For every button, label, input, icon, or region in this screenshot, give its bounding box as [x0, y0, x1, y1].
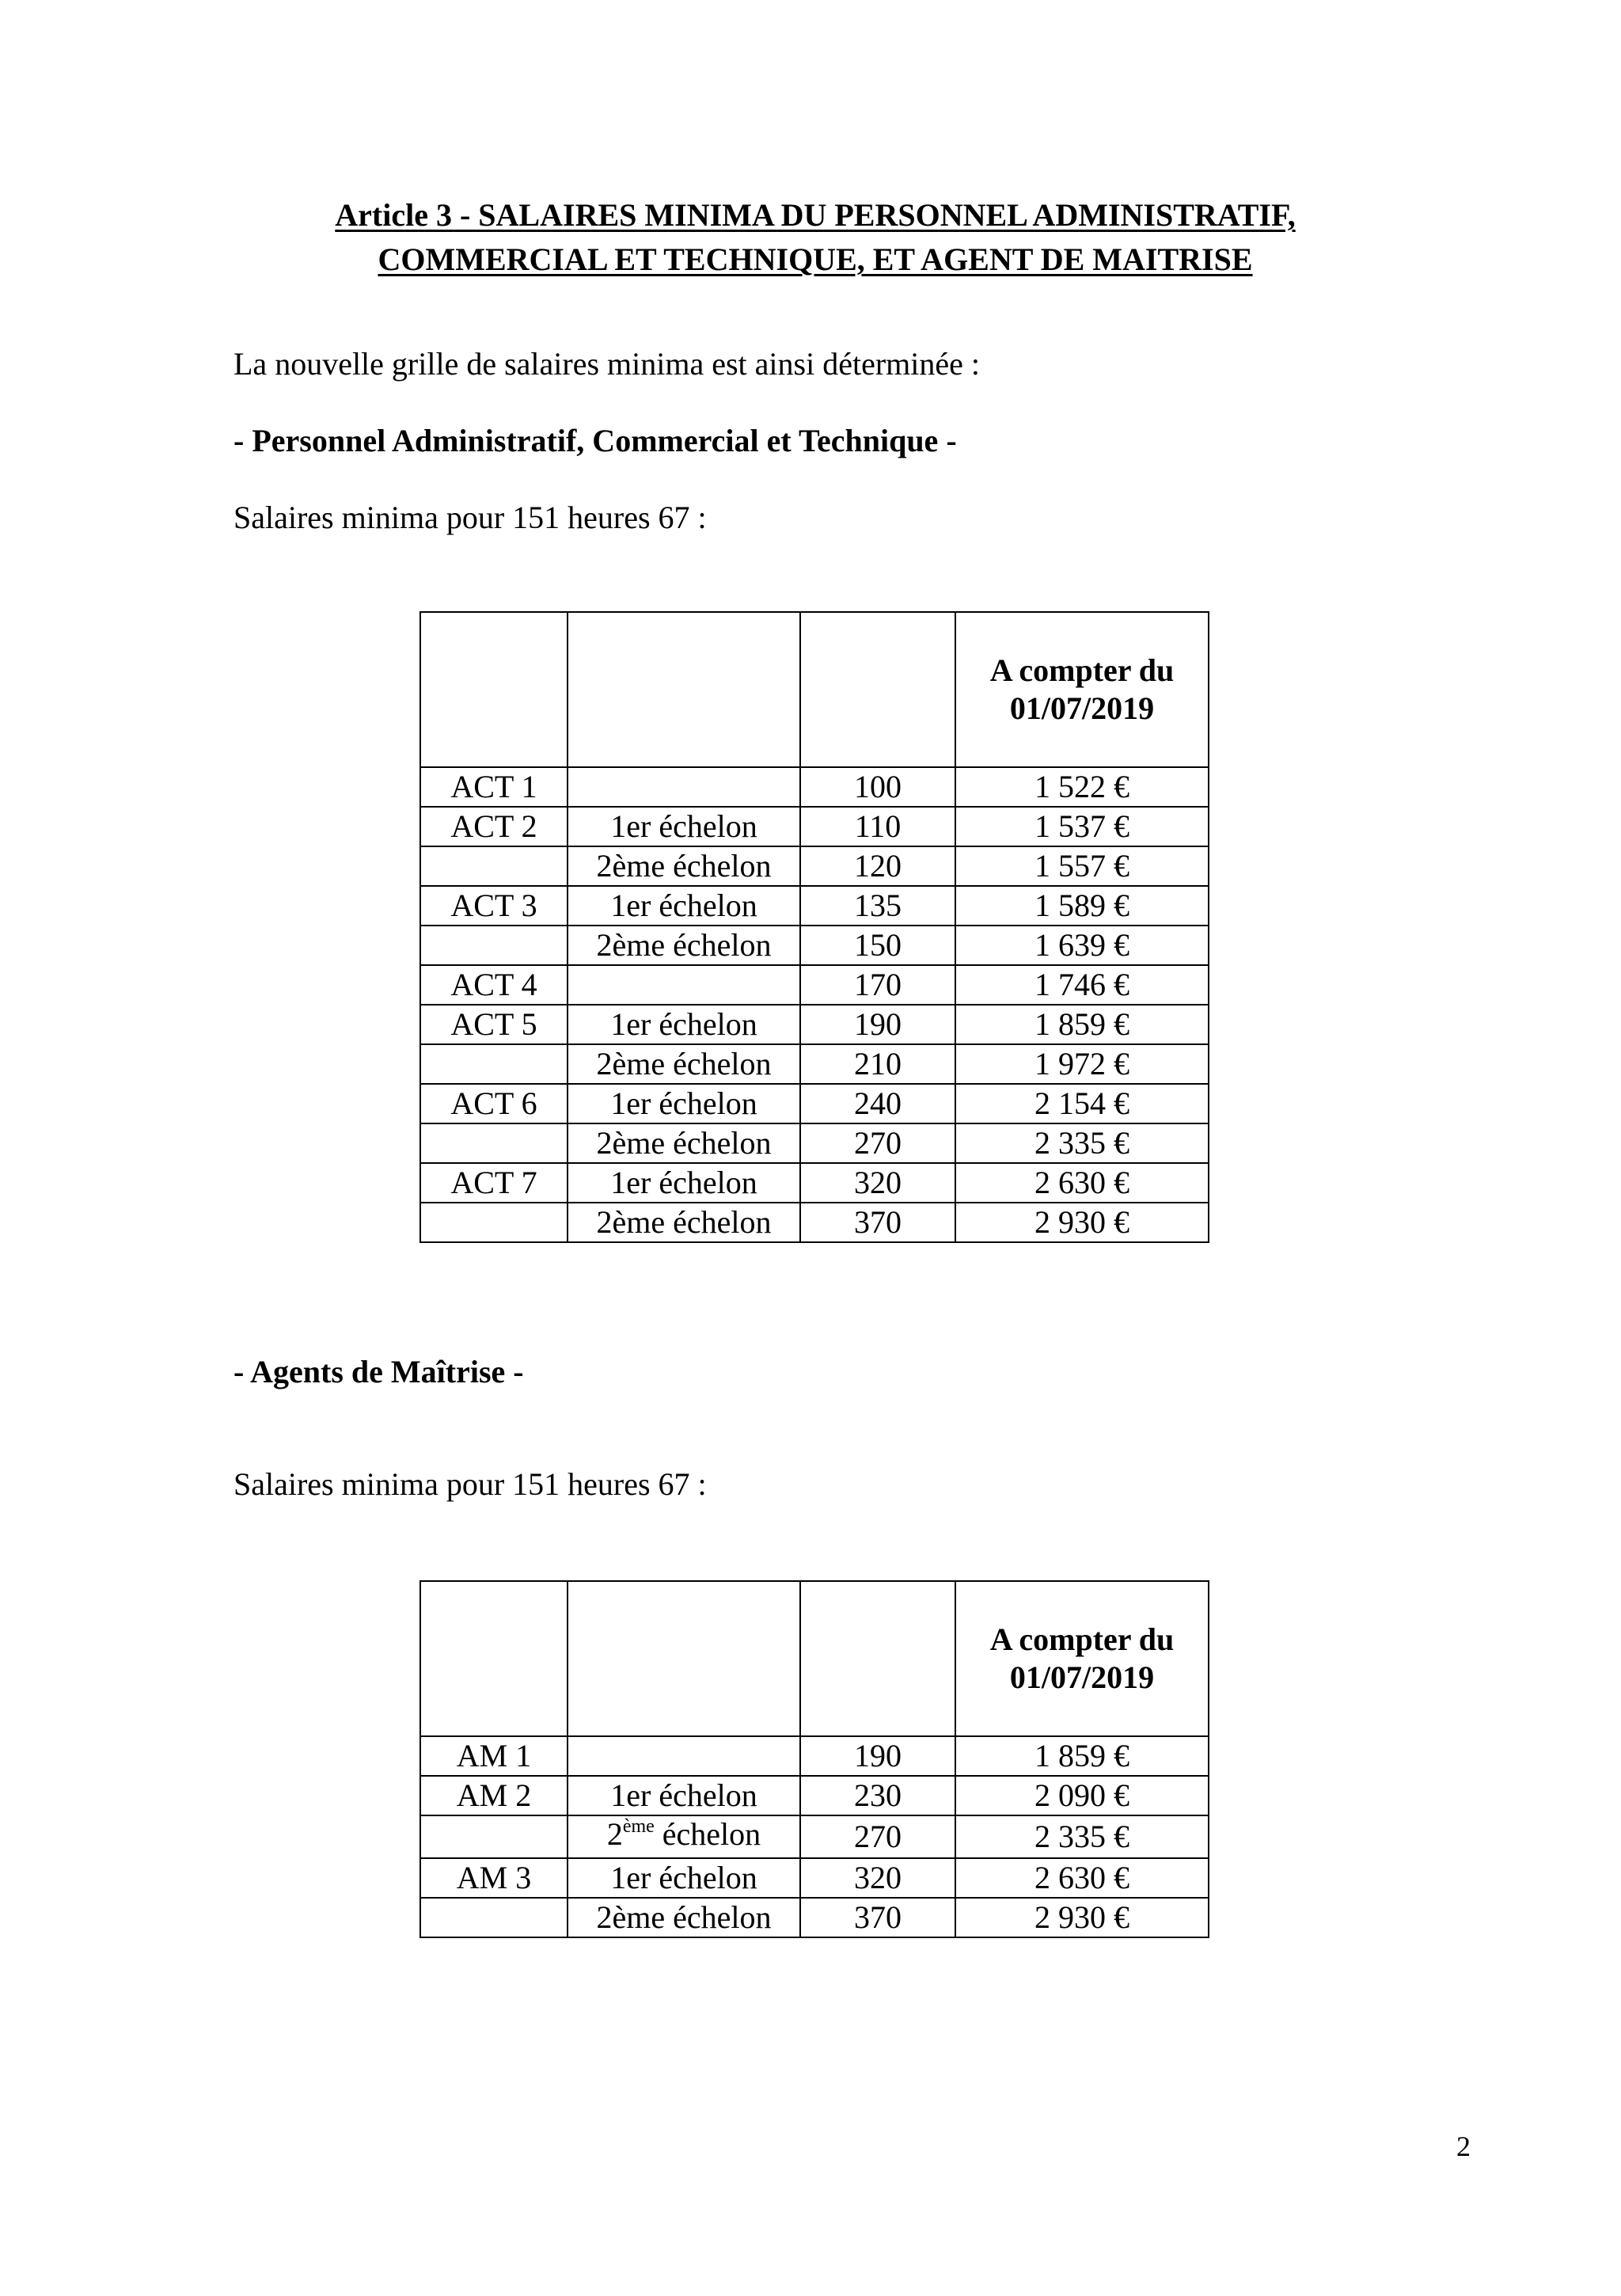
cell-salary: 1 557 € — [955, 846, 1209, 886]
section2-heading: - Agents de Maîtrise - — [233, 1354, 524, 1389]
cell-salary: 2 630 € — [955, 1858, 1209, 1898]
cell-salary: 2 630 € — [955, 1163, 1209, 1203]
article-title-line-1: Article 3 - SALAIRES MINIMA DU PERSONNEL ADMINISTRATIF, — [335, 197, 1296, 233]
cell-echelon: 1er échelon — [568, 807, 800, 846]
table-row — [420, 807, 1209, 846]
cell-salary: 1 859 € — [955, 1736, 1209, 1776]
cell-coefficient: 320 — [800, 1163, 955, 1203]
cell-coefficient: 150 — [800, 926, 955, 965]
cell-salary: 2 930 € — [955, 1203, 1209, 1242]
cell-salary: 2 154 € — [955, 1084, 1209, 1123]
cell-coefficient: 100 — [800, 767, 955, 807]
header-date-value: 01/07/2019 — [1009, 690, 1155, 726]
table-row — [420, 1084, 1209, 1123]
cell-salary: 1 859 € — [955, 1005, 1209, 1044]
cell-echelon: 1er échelon — [568, 1776, 800, 1815]
cell-category: ACT 7 — [420, 1163, 568, 1203]
cell-salary: 1 746 € — [955, 965, 1209, 1005]
cell-coefficient: 190 — [800, 1736, 955, 1776]
cell-category: AM 2 — [420, 1776, 568, 1815]
cell-echelon: 2ème échelon — [568, 926, 800, 965]
page-number: 2 — [1456, 2131, 1471, 2162]
cell-coefficient: 120 — [800, 846, 955, 886]
cell-coefficient: 270 — [800, 1815, 955, 1858]
header-cell-empty — [568, 1581, 800, 1736]
cell-category — [420, 926, 568, 965]
cell-category: AM 3 — [420, 1858, 568, 1898]
cell-category: AM 1 — [420, 1736, 568, 1776]
cell-category — [420, 1815, 568, 1858]
cell-echelon — [568, 1736, 800, 1776]
header-date-label: A compter du — [989, 1621, 1175, 1657]
cell-echelon — [568, 965, 800, 1005]
table-row — [420, 1736, 1209, 1776]
header-cell-empty — [800, 612, 955, 767]
table-row — [420, 1123, 1209, 1163]
cell-salary: 1 537 € — [955, 807, 1209, 846]
cell-echelon — [568, 767, 800, 807]
header-cell-date — [955, 612, 1209, 767]
cell-salary: 1 972 € — [955, 1044, 1209, 1084]
cell-echelon: 2ème échelon — [568, 1044, 800, 1084]
act-salary-table — [419, 611, 1209, 1243]
cell-echelon: 2ème échelon — [568, 1123, 800, 1163]
cell-coefficient: 230 — [800, 1776, 955, 1815]
table-row — [420, 1776, 1209, 1815]
table-row — [420, 767, 1209, 807]
cell-echelon: 1er échelon — [568, 1858, 800, 1898]
am-salary-table — [419, 1580, 1209, 1938]
cell-coefficient: 270 — [800, 1123, 955, 1163]
header-cell-date — [955, 1581, 1209, 1736]
table-row — [420, 1815, 1209, 1858]
cell-coefficient: 240 — [800, 1084, 955, 1123]
cell-category: ACT 2 — [420, 807, 568, 846]
cell-salary: 1 639 € — [955, 926, 1209, 965]
table-row — [420, 965, 1209, 1005]
cell-coefficient: 190 — [800, 1005, 955, 1044]
cell-category — [420, 1123, 568, 1163]
cell-echelon: 1er échelon — [568, 1005, 800, 1044]
table-row — [420, 1163, 1209, 1203]
table-row — [420, 1044, 1209, 1084]
cell-echelon: 1er échelon — [568, 886, 800, 926]
cell-category: ACT 1 — [420, 767, 568, 807]
article-title — [237, 193, 1393, 282]
cell-salary: 2 930 € — [955, 1898, 1209, 1937]
echelon-superscript: ème — [622, 1816, 655, 1837]
cell-category: ACT 3 — [420, 886, 568, 926]
echelon-number: 2 — [606, 1816, 623, 1852]
cell-category: ACT 4 — [420, 965, 568, 1005]
table-row — [420, 926, 1209, 965]
article-title-line-2: COMMERCIAL ET TECHNIQUE, ET AGENT DE MAITRISE — [378, 241, 1253, 277]
table-row — [420, 1005, 1209, 1044]
cell-category — [420, 1898, 568, 1937]
cell-echelon: 1er échelon — [568, 1163, 800, 1203]
cell-category — [420, 846, 568, 886]
cell-coefficient: 370 — [800, 1898, 955, 1937]
intro-text: La nouvelle grille de salaires minima est ainsi déterminée : — [233, 346, 981, 382]
cell-category: ACT 6 — [420, 1084, 568, 1123]
cell-echelon: 2ème échelon — [568, 1203, 800, 1242]
cell-salary: 1 589 € — [955, 886, 1209, 926]
cell-coefficient: 110 — [800, 807, 955, 846]
table-header-row — [420, 612, 1209, 767]
cell-category — [420, 1044, 568, 1084]
table-row — [420, 846, 1209, 886]
header-cell-empty — [420, 612, 568, 767]
cell-echelon: 2ème échelon — [568, 846, 800, 886]
cell-salary: 2 335 € — [955, 1123, 1209, 1163]
header-date-label: A compter du — [989, 652, 1175, 688]
cell-coefficient: 370 — [800, 1203, 955, 1242]
table-row — [420, 1203, 1209, 1242]
cell-coefficient: 135 — [800, 886, 955, 926]
cell-category: ACT 5 — [420, 1005, 568, 1044]
cell-salary: 2 335 € — [955, 1815, 1209, 1858]
header-cell-empty — [420, 1581, 568, 1736]
cell-echelon — [568, 1815, 800, 1858]
cell-echelon: 2ème échelon — [568, 1898, 800, 1937]
cell-coefficient: 320 — [800, 1858, 955, 1898]
cell-salary: 1 522 € — [955, 767, 1209, 807]
section1-subtitle: Salaires minima pour 151 heures 67 : — [233, 500, 707, 535]
table-row — [420, 1898, 1209, 1937]
cell-coefficient: 210 — [800, 1044, 955, 1084]
echelon-suffix: échelon — [654, 1816, 761, 1852]
header-cell-empty — [800, 1581, 955, 1736]
cell-echelon: 1er échelon — [568, 1084, 800, 1123]
table-header-row — [420, 1581, 1209, 1736]
cell-salary: 2 090 € — [955, 1776, 1209, 1815]
section1-heading: - Personnel Administratif, Commercial et Technique - — [233, 423, 957, 458]
table-row — [420, 1858, 1209, 1898]
header-cell-empty — [568, 612, 800, 767]
section2-subtitle: Salaires minima pour 151 heures 67 : — [233, 1466, 707, 1502]
header-date-value: 01/07/2019 — [1009, 1659, 1155, 1695]
cell-category — [420, 1203, 568, 1242]
table-row — [420, 886, 1209, 926]
cell-coefficient: 170 — [800, 965, 955, 1005]
